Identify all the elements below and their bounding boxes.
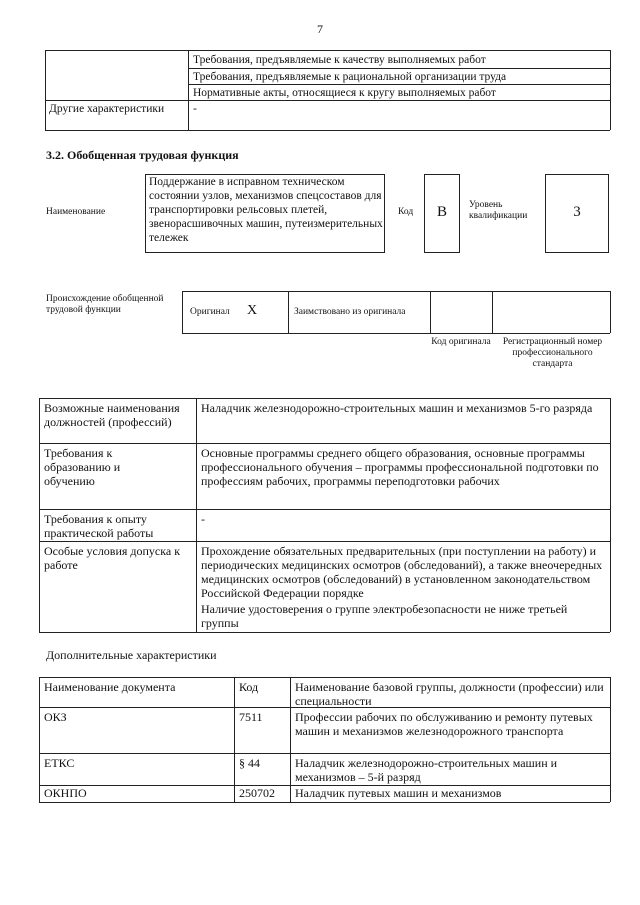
column-header: Наименование базовой группы, должности (профессии) или специальности <box>295 680 604 708</box>
level-value: 3 <box>573 204 581 220</box>
code-value: B <box>436 204 447 220</box>
table-row-label: Требования к опыту практической работы <box>44 512 154 540</box>
table-cell-doc: ОКЗ <box>44 710 67 724</box>
top-table-row: Требования, предъявляемые к качеству выполняемых работ <box>193 54 486 66</box>
table-row-value: Основные программы среднего общего образования, основные программы профессионального обучения – программы профессиональной подготовки по профессиям рабочих, программы переподготовки рабочих <box>201 446 599 488</box>
table-row-value-extra: Наличие удостоверения о группе электробезопасности не ниже третьей группы <box>201 602 568 630</box>
table-cell-name: Наладчик путевых машин и механизмов <box>295 786 502 800</box>
origin-label: Происхождение обобщенной трудовой функции <box>46 294 164 315</box>
table-row-value: - <box>201 512 205 526</box>
additional-title: Дополнительные характеристики <box>46 648 217 662</box>
reg-number-caption: Регистрационный номер профессионального стандарта <box>502 337 603 369</box>
original-label: Оригинал <box>190 307 230 317</box>
level-label: Уровень квалификации <box>469 200 528 221</box>
code-original-caption: Код оригинала <box>431 337 491 347</box>
top-table-row: Нормативные акты, относящиеся к кругу выполняемых работ <box>193 87 496 99</box>
column-header: Код <box>239 680 259 694</box>
table-cell-doc: ОКНПО <box>44 786 87 800</box>
table-cell-name: Наладчик железнодорожно-строительных машин и механизмов – 5-й разряд <box>295 756 558 784</box>
original-mark: X <box>247 303 258 318</box>
page-number: 7 <box>317 22 323 36</box>
other-characteristics-label: Другие характеристики <box>49 103 165 115</box>
top-table-row: Требования, предъявляемые к рациональной организации труда <box>193 71 507 83</box>
table-cell-code: § 44 <box>239 756 260 770</box>
table-cell-code: 250702 <box>239 786 275 800</box>
table-row-label: Возможные наименования должностей (профессий) <box>44 401 180 429</box>
section-title: 3.2. Обобщенная трудовая функция <box>46 148 239 162</box>
name-label: Наименование <box>46 207 106 217</box>
table-cell-doc: ЕТКС <box>44 756 75 770</box>
borrowed-label: Заимствовано из оригинала <box>294 307 406 317</box>
table-cell-name: Профессии рабочих по обслуживанию и ремонту путевых машин и механизмов железнодорожного транспорта <box>295 710 593 738</box>
function-name-value: Поддержание в исправном техническом состоянии узлов, механизмов спецсоставов для транспортировки рельсовых плетей, звенорасшивочных машин, путеизмерительных тележек <box>149 176 383 244</box>
other-characteristics-value: - <box>193 103 197 115</box>
table-cell-code: 7511 <box>239 710 263 724</box>
table-row-value: Наладчик железнодорожно-строительных машин и механизмов 5-го разряда <box>201 401 593 415</box>
column-header: Наименование документа <box>44 680 176 694</box>
code-label: Код <box>398 207 414 217</box>
table-row-value: Прохождение обязательных предварительных (при поступлении на работу) и периодических медицинских осмотров (обследований), а также внеочередных медицинских осмотров (обследований) в установленном законодательством Российской Федерации порядке <box>201 544 603 600</box>
table-row-label: Особые условия допуска к работе <box>44 544 181 572</box>
table-row-label: Требования к образованию и обучению <box>44 446 121 488</box>
